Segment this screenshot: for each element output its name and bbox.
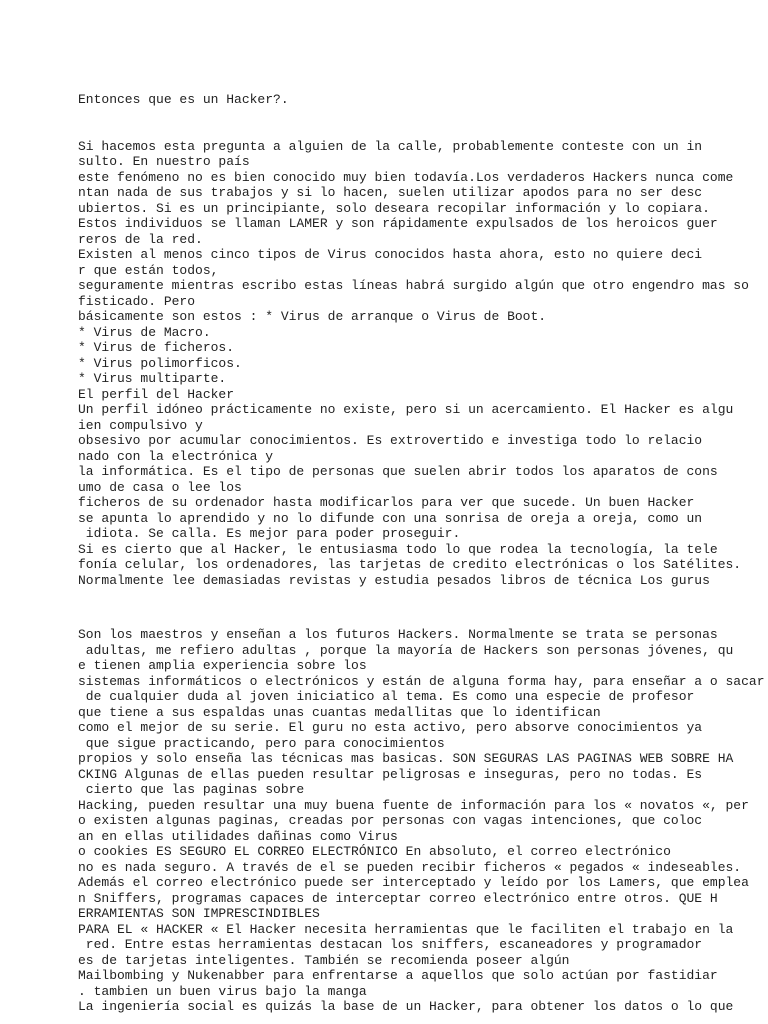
spacer	[78, 588, 758, 627]
text-line: o existen algunas paginas, creadas por personas con vagas intenciones, que coloc	[78, 813, 703, 828]
text-line: ien compulsivo y	[78, 417, 203, 433]
text-line: * Virus de ficheros.	[78, 340, 235, 355]
text-line: e tienen amplia experiencia sobre los	[78, 658, 367, 673]
spacer	[78, 108, 758, 139]
text-line: este fenómeno no es bien conocido muy bien todavía.Los verdaderos Hackers nunca come	[78, 169, 734, 185]
text-line: Si es cierto que al Hacker, le entusiasma todo lo que rodea la tecnología, la tele	[78, 541, 718, 557]
text-line: red. Entre estas herramientas destacan los sniffers, escaneadores y programador	[78, 937, 703, 952]
text-line: ntan nada de sus trabajos y si lo hacen, suelen utilizar apodos para no ser desc	[78, 185, 703, 200]
text-block-1	[78, 139, 758, 589]
text-line: no es nada seguro. A través de el se pueden recibir ficheros « pegados « indeseables.	[78, 859, 742, 875]
text-line: Además el correo electrónico puede ser interceptado y leído por los Lamers, que emplea	[78, 875, 749, 890]
text-line: fisticado. Pero	[78, 293, 196, 309]
text-line: es de tarjetas inteligentes. También se recomienda poseer algún	[78, 952, 570, 968]
text-line: ubiertos. Si es un principiante, solo deseara recopilar información y lo copiara.	[78, 200, 710, 216]
text-line: de cualquier duda al joven iniciatico al tema. Es como una especie de profesor	[78, 689, 695, 704]
text-line: idiota. Se calla. Es mejor para poder proseguir.	[78, 526, 461, 541]
text-line: la informática. Es el tipo de personas que suelen abrir todos los aparatos de cons	[78, 464, 718, 479]
text-line: que tiene a sus espaldas unas cuantas medallitas que lo identifican	[78, 704, 601, 720]
text-block-2	[78, 627, 765, 1015]
text-line: propios y solo enseña las técnicas mas basicas. SON SEGURAS LAS PAGINAS WEB SOBRE HA	[78, 751, 734, 766]
text-line: ficheros de su ordenador hasta modificarlos para ver que sucede. Un buen Hacker	[78, 495, 695, 510]
text-line: Mailbombing y Nukenabber para enfrentarse a aquellos que solo actúan por fastidiar	[78, 968, 718, 983]
text-line: Estos individuos se llaman LAMER y son rápidamente expulsados de los heroicos guer	[78, 216, 718, 231]
text-line: * Virus polimorficos.	[78, 355, 242, 371]
text-line: Un perfil idóneo prácticamente no existe, pero si un acercamiento. El Hacker es algu	[78, 402, 734, 417]
text-line: . tambien un buen virus bajo la manga	[78, 983, 367, 999]
text-line: Si hacemos esta pregunta a alguien de la calle, probablemente conteste con un in	[78, 138, 703, 154]
text-line: CKING Algunas de ellas pueden resultar peligrosas e inseguras, pero no todas. Es	[78, 766, 703, 782]
text-line: n Sniffers, programas capaces de interceptar correo electrónico entre otros. QUE H	[78, 890, 718, 906]
text-line: Normalmente lee demasiadas revistas y estudia pesados libros de técnica Los gurus	[78, 572, 710, 588]
text-line: cierto que las paginas sobre	[78, 782, 305, 797]
text-line: El perfil del Hacker	[78, 386, 235, 402]
text-line: reros de la red.	[78, 231, 203, 247]
text-line: fonía celular, los ordenadores, las tarjetas de credito electrónicas o los Satélites.	[78, 557, 742, 572]
title-line: Entonces que es un Hacker?.	[78, 92, 289, 107]
text-line: Son los maestros y enseñan a los futuros Hackers. Normalmente se trata se personas	[78, 627, 718, 642]
text-line: La ingeniería social es quizás la base de un Hacker, para obtener los datos o lo que	[78, 999, 734, 1014]
text-line: sulto. En nuestro país	[78, 154, 250, 169]
text-line: * Virus multiparte.	[78, 371, 227, 386]
text-line: an en ellas utilidades dañinas como Virus	[78, 828, 398, 844]
text-line: adultas, me refiero adultas , porque la mayoría de Hackers son personas jóvenes, qu	[78, 642, 734, 658]
text-line: * Virus de Macro.	[78, 324, 211, 340]
document-title	[78, 92, 758, 108]
text-line: Existen al menos cinco tipos de Virus conocidos hasta ahora, esto no quiere deci	[78, 247, 703, 262]
text-line: como el mejor de su serie. El guru no esta activo, pero absorve conocimientos ya	[78, 720, 703, 735]
text-line: o cookies ES SEGURO EL CORREO ELECTRÓNICO En absoluto, el correo electrónico	[78, 844, 671, 859]
text-line: ERRAMIENTAS SON IMPRESCINDIBLES	[78, 906, 320, 921]
text-line: que sigue practicando, pero para conocimientos	[78, 735, 445, 751]
text-line: PARA EL « HACKER « El Hacker necesita herramientas que le faciliten el trabajo en la	[78, 921, 734, 937]
text-line: r que están todos,	[78, 262, 219, 278]
text-line: se apunta lo aprendido y no lo difunde con una sonrisa de oreja a oreja, como un	[78, 510, 703, 526]
text-line: sistemas informáticos o electrónicos y están de alguna forma hay, para enseñar a o sacar	[78, 673, 765, 689]
text-line: seguramente mientras escribo estas líneas habrá surgido algún que otro engendro mas so	[78, 278, 749, 293]
text-line: obsesivo por acumular conocimientos. Es extrovertido e investiga todo lo relacio	[78, 433, 703, 448]
document-page	[78, 92, 765, 1015]
text-line: Hacking, pueden resultar una muy buena fuente de información para los « novatos «, per	[78, 797, 749, 813]
text-line: nado con la electrónica y	[78, 448, 274, 464]
text-line: umo de casa o lee los	[78, 479, 242, 495]
text-line: básicamente son estos : * Virus de arranque o Virus de Boot.	[78, 309, 547, 324]
